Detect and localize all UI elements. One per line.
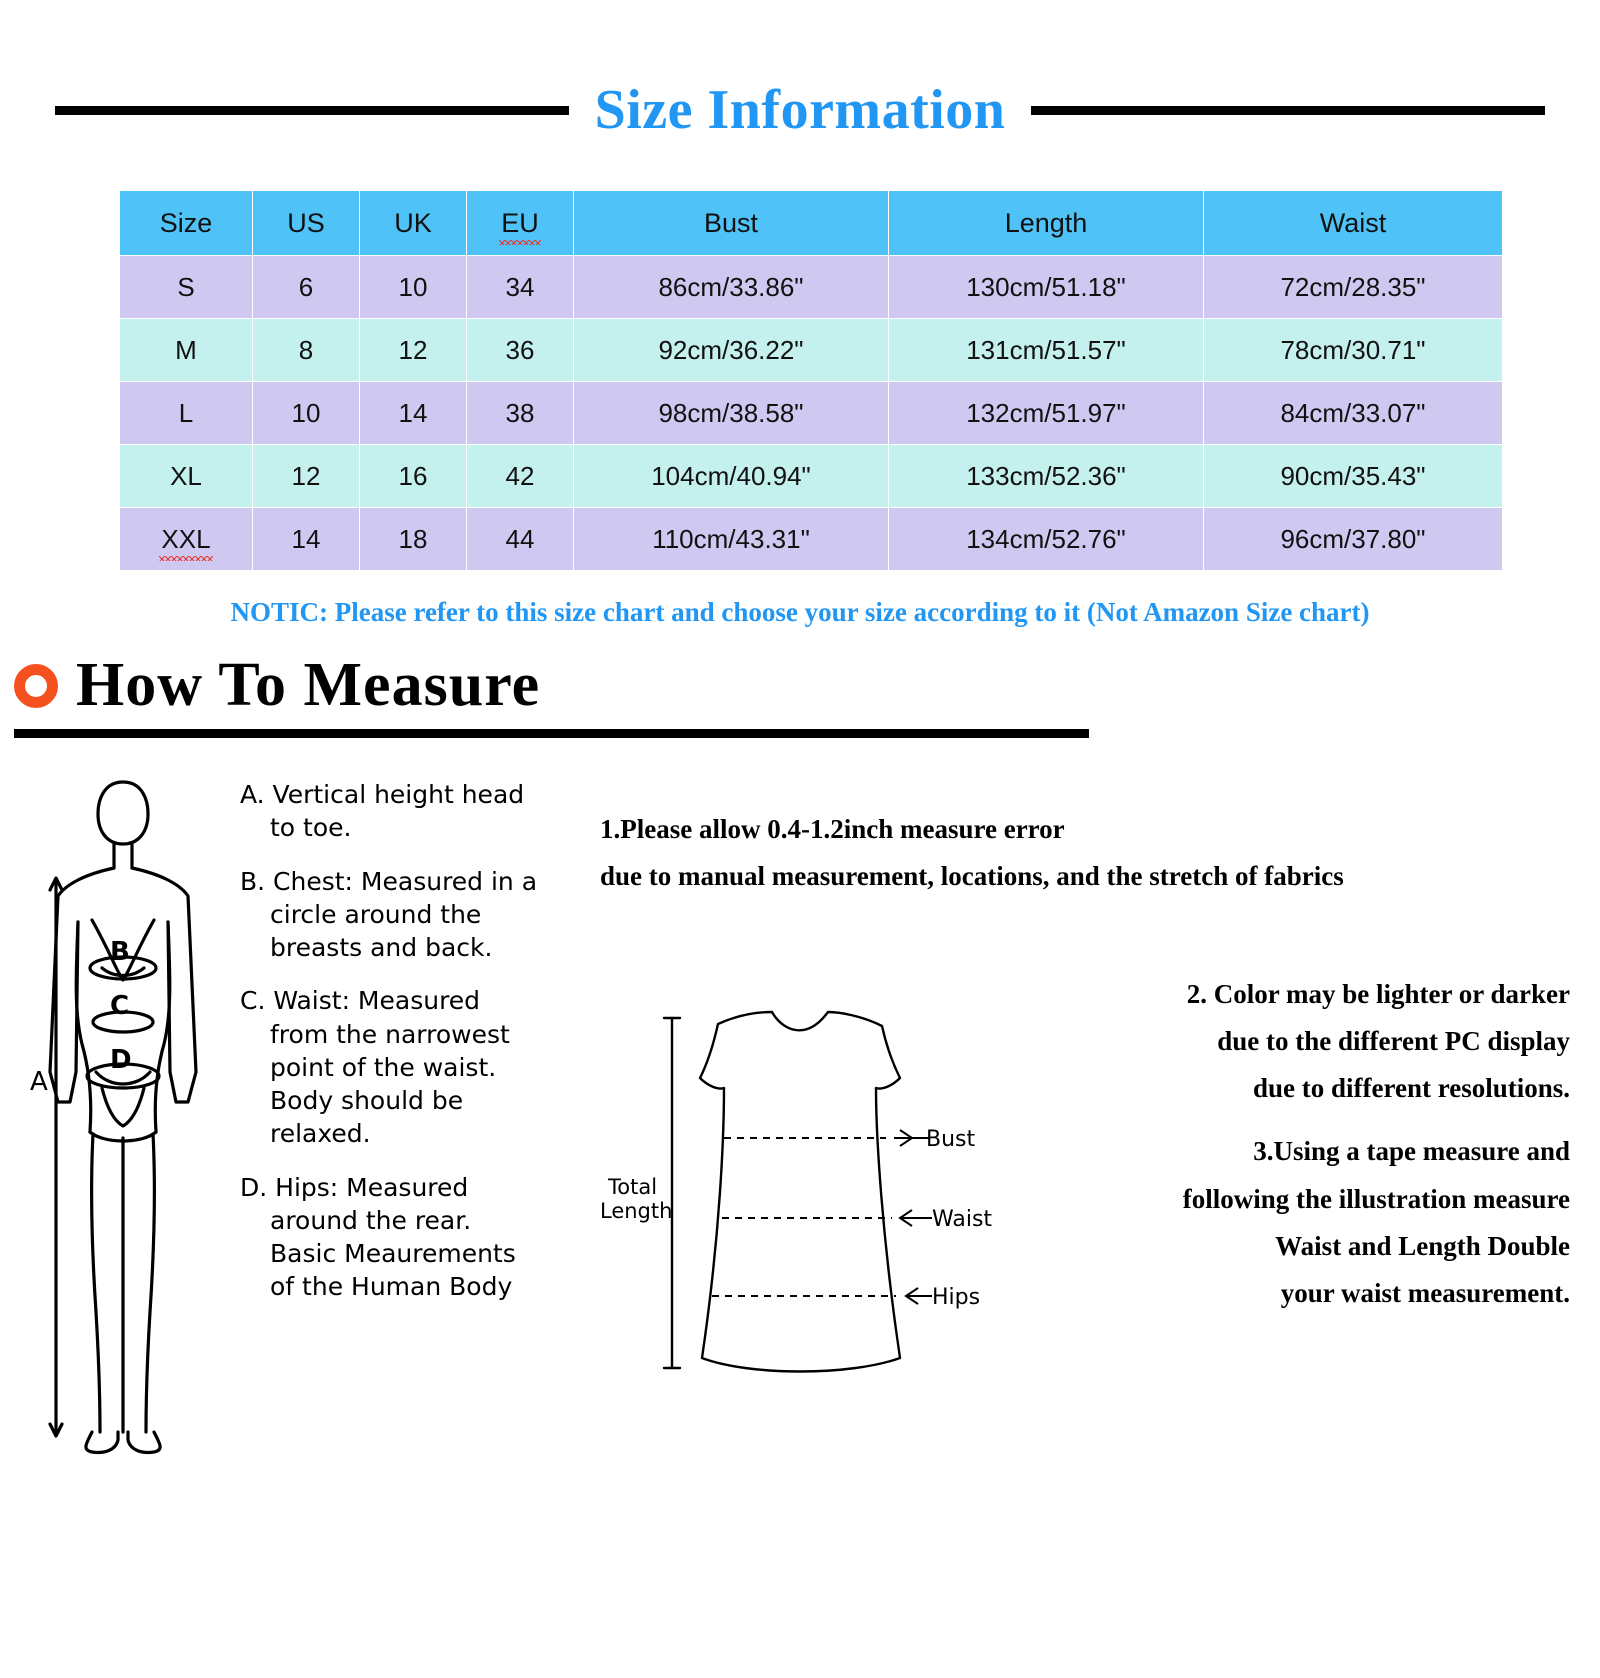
figure-label-c: C [110,991,130,1021]
note-3-line-4: your waist measurement. [1280,1278,1570,1308]
table-row [120,382,1503,445]
cell-eu: 36 [467,319,574,382]
column-header-size: Size [120,191,253,256]
dress-label-hips: Hips [932,1285,981,1310]
size-table-head [120,191,1503,256]
note-2-line-3: due to different resolutions. [1253,1073,1570,1103]
dress-label-total-length-line1: Total [608,1175,658,1199]
note-3-line-2: following the illustration measure [1182,1183,1570,1214]
list-item [240,778,580,845]
cell-eu: 42 [467,445,574,508]
dress-label-waist: Waist [932,1207,993,1232]
definition-d-line3: Basic Meaurements [270,1239,516,1268]
definition-c-line5: relaxed. [270,1119,371,1149]
list-item [240,865,580,965]
measure-definitions-list [240,778,580,1324]
cell-waist: 78cm/30.71" [1204,319,1503,382]
cell-bust: 110cm/43.31" [574,508,889,571]
size-chart-notice: NOTIC: Please refer to this size chart and choose your size according to it (Not Amazon Size chart) [230,597,1370,627]
cell-length: 132cm/51.97" [889,382,1204,445]
how-to-measure-header [0,650,1600,721]
cell-us: 14 [253,508,360,571]
ring-bullet-icon [14,664,58,708]
figure-label-a: A [30,1067,48,1097]
title-rule-right [1031,106,1545,115]
column-header-length: Length [889,191,1204,256]
dress-label-total-length-line2: Length [600,1199,673,1223]
size-table-body [120,256,1503,571]
cell-size-text: XXL [161,523,211,554]
definition-c-line3: point of the waist. [270,1052,497,1082]
table-row [120,256,1503,319]
cell-eu: 34 [467,256,574,319]
table-header-row [120,191,1503,256]
definition-c-line4: Body should be [270,1086,464,1115]
note-3-line-3: Waist and Length Double [1275,1230,1570,1261]
definition-a-line1: A. Vertical height head [240,780,525,809]
column-header-bust: Bust [574,191,889,256]
figure-label-b: B [110,937,130,967]
note-1 [600,806,1580,901]
cell-length: 133cm/52.36" [889,445,1204,508]
cell-us: 12 [253,445,360,508]
table-row [120,445,1503,508]
cell-length: 131cm/51.57" [889,319,1204,382]
title-rule-left [55,106,569,115]
size-table [119,190,1503,571]
cell-waist: 84cm/33.07" [1204,382,1503,445]
note-1-line-1: 1.Please allow 0.4-1.2inch measure error [600,814,1065,844]
page-title-row [0,78,1600,142]
note-3-line-1: 3.Using a tape measure and [1253,1136,1570,1167]
cell-size: M [120,319,253,382]
definition-d-line1: D. Hips: Measured [240,1172,469,1202]
cell-us: 8 [253,319,360,382]
note-2-line-1: 2. Color may be lighter or darker [1186,978,1570,1009]
cell-length: 134cm/52.76" [889,508,1204,571]
cell-uk: 10 [360,256,467,319]
list-item [240,1171,580,1304]
cell-bust: 104cm/40.94" [574,445,889,508]
definition-b-line3: breasts and back. [270,933,493,962]
definition-c-line1: C. Waist: Measured [240,986,481,1016]
body-figure-illustration [30,772,240,1472]
note-2 [600,971,1580,1113]
cell-size: S [120,256,253,319]
how-to-measure-title: How To Measure [76,651,541,719]
cell-waist: 96cm/37.80" [1204,508,1503,571]
cell-uk: 18 [360,508,467,571]
cell-bust: 92cm/36.22" [574,319,889,382]
cell-length: 130cm/51.18" [889,256,1204,319]
column-header-eu [467,191,574,256]
size-table-wrapper [119,190,1481,571]
definition-d-line2: around the rear. [270,1205,472,1235]
column-header-uk: UK [360,191,467,256]
list-item [240,984,580,1150]
cell-eu: 44 [467,508,574,571]
measurement-notes [600,806,1580,1317]
note-2-line-2: due to the different PC display [1217,1025,1570,1056]
cell-bust: 98cm/38.58" [574,382,889,445]
table-row [120,319,1503,382]
definition-c-line2: from the narrowest [270,1019,510,1049]
cell-uk: 16 [360,445,467,508]
definition-b-line2: circle around the [270,899,482,929]
cell-us: 10 [253,382,360,445]
cell-size [120,508,253,571]
cell-size: L [120,382,253,445]
figure-label-d: D [110,1045,132,1075]
column-header-us: US [253,191,360,256]
definition-d-line4: of the Human Body [270,1272,513,1302]
table-row [120,508,1503,571]
note-1-line-2: due to manual measurement, locations, and the stretch of fabrics [600,861,1344,892]
cell-size: XL [120,445,253,508]
column-header-eu-text: EU [501,207,539,238]
cell-uk: 12 [360,319,467,382]
cell-waist: 72cm/28.35" [1204,256,1503,319]
cell-waist: 90cm/35.43" [1204,445,1503,508]
cell-bust: 86cm/33.86" [574,256,889,319]
cell-uk: 14 [360,382,467,445]
column-header-waist: Waist [1204,191,1503,256]
dress-label-bust: Bust [926,1127,976,1152]
cell-us: 6 [253,256,360,319]
note-3 [600,1128,1580,1317]
page-title: Size Information [594,79,1006,141]
definition-b-line1: B. Chest: Measured in a [240,866,538,896]
definition-a-line2: to toe. [270,813,352,843]
how-to-measure-rule [14,729,1089,738]
measure-illustration-section [0,756,1600,1516]
cell-eu: 38 [467,382,574,445]
